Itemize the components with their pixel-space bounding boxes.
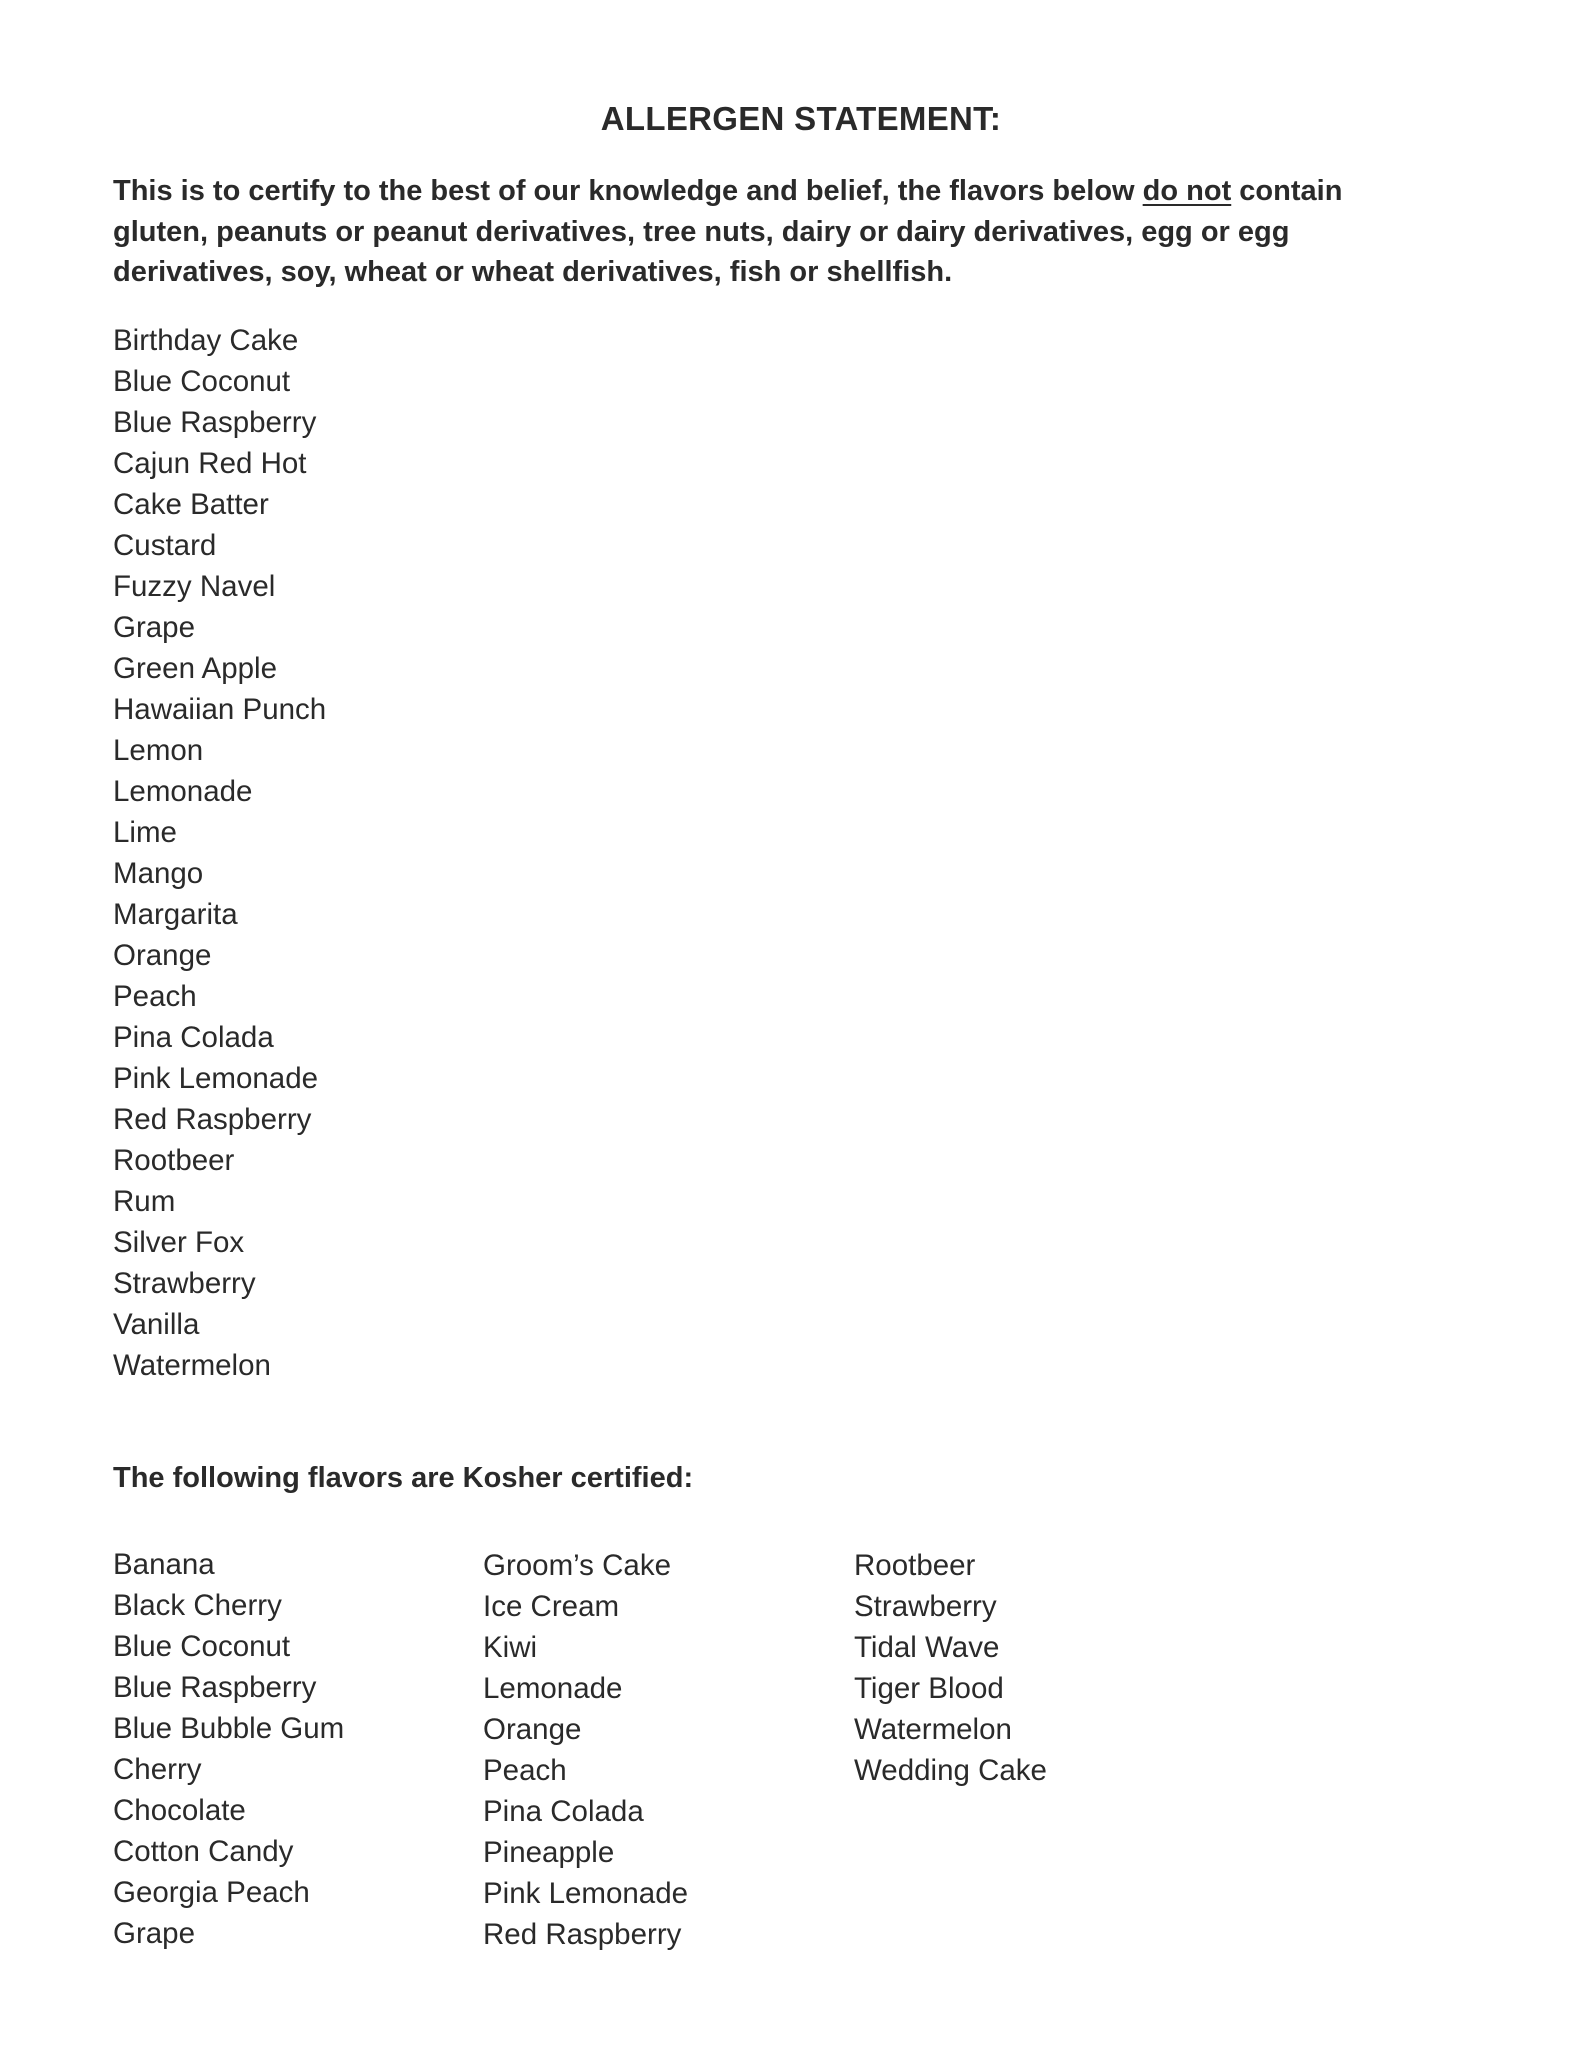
- kosher-flavor-item: Cotton Candy: [113, 1835, 294, 1868]
- kosher-flavor-item: Blue Raspberry: [113, 1671, 317, 1704]
- page-title: ALLERGEN STATEMENT:: [600, 100, 1002, 137]
- kosher-flavor-item: Pina Colada: [483, 1795, 644, 1828]
- allergen-free-flavor-item: Orange: [113, 939, 212, 972]
- allergen-free-flavor-item: Grape: [113, 611, 195, 644]
- kosher-flavor-item: Pineapple: [483, 1836, 615, 1869]
- kosher-flavor-item: Pink Lemonade: [483, 1877, 689, 1910]
- allergen-free-flavor-item: Rootbeer: [113, 1144, 235, 1177]
- statement-text-after: contain gluten, peanuts or peanut derivatives, tree nuts, dairy or dairy derivatives, egg or egg derivatives, soy, wheat or wheat derivatives, fish or shellfish.: [113, 175, 1343, 288]
- allergen-free-flavor-item: Lemon: [113, 734, 204, 767]
- allergen-free-flavor-item: Fuzzy Navel: [113, 570, 276, 603]
- kosher-flavor-item: Lemonade: [483, 1672, 623, 1705]
- allergen-free-flavor-list: [113, 320, 326, 1386]
- kosher-flavor-item: Watermelon: [854, 1713, 1012, 1746]
- kosher-flavor-item: Banana: [113, 1548, 215, 1581]
- kosher-flavor-item: Tiger Blood: [854, 1672, 1004, 1705]
- allergen-free-flavor-item: Pina Colada: [113, 1021, 274, 1054]
- allergen-free-flavor-item: Blue Coconut: [113, 365, 291, 398]
- kosher-flavor-item: Wedding Cake: [854, 1754, 1047, 1787]
- allergen-free-flavor-item: Pink Lemonade: [113, 1062, 319, 1095]
- allergen-free-flavor-item: Mango: [113, 857, 204, 890]
- kosher-flavor-item: Rootbeer: [854, 1549, 976, 1582]
- allergen-free-flavor-item: Lemonade: [113, 775, 253, 808]
- allergen-free-flavor-item: Vanilla: [113, 1308, 200, 1341]
- kosher-flavor-column-1: [113, 1544, 344, 1954]
- allergen-free-flavor-item: Birthday Cake: [113, 324, 299, 357]
- kosher-heading: The following flavors are Kosher certified:: [113, 1462, 694, 1494]
- allergen-free-flavor-item: Silver Fox: [113, 1226, 245, 1259]
- kosher-flavor-item: Black Cherry: [113, 1589, 282, 1622]
- kosher-flavor-item: Groom’s Cake: [483, 1549, 671, 1582]
- kosher-flavor-item: Strawberry: [854, 1590, 997, 1623]
- kosher-flavor-item: Chocolate: [113, 1794, 246, 1827]
- kosher-flavor-column-2: [483, 1545, 688, 1955]
- kosher-flavor-item: Georgia Peach: [113, 1876, 310, 1909]
- allergen-free-flavor-item: Hawaiian Punch: [113, 693, 327, 726]
- kosher-flavor-item: Tidal Wave: [854, 1631, 1000, 1664]
- kosher-flavor-column-3: [854, 1545, 1047, 1791]
- kosher-flavor-item: Grape: [113, 1917, 195, 1950]
- allergen-free-flavor-item: Lime: [113, 816, 177, 849]
- allergen-free-flavor-item: Watermelon: [113, 1349, 271, 1382]
- allergen-free-flavor-item: Blue Raspberry: [113, 406, 317, 439]
- kosher-flavor-item: Peach: [483, 1754, 567, 1787]
- kosher-flavor-item: Kiwi: [483, 1631, 538, 1664]
- allergen-free-flavor-item: Peach: [113, 980, 197, 1013]
- statement-text-before: This is to certify to the best of our knowledge and belief, the flavors below: [113, 175, 1143, 207]
- kosher-flavor-item: Cherry: [113, 1753, 202, 1786]
- allergen-free-flavor-item: Rum: [113, 1185, 176, 1218]
- allergen-free-flavor-item: Custard: [113, 529, 217, 562]
- allergen-free-flavor-item: Cake Batter: [113, 488, 269, 521]
- allergen-free-flavor-item: Strawberry: [113, 1267, 256, 1300]
- statement-emphasis: do not: [1142, 175, 1232, 207]
- allergen-free-flavor-item: Green Apple: [113, 652, 278, 685]
- kosher-flavor-item: Blue Bubble Gum: [113, 1712, 345, 1745]
- allergen-free-flavor-item: Red Raspberry: [113, 1103, 312, 1136]
- certification-statement: [113, 171, 1433, 293]
- allergen-free-flavor-item: Margarita: [113, 898, 238, 931]
- kosher-flavor-item: Orange: [483, 1713, 582, 1746]
- allergen-free-flavor-item: Cajun Red Hot: [113, 447, 307, 480]
- kosher-flavor-item: Red Raspberry: [483, 1918, 682, 1951]
- kosher-flavor-item: Blue Coconut: [113, 1630, 291, 1663]
- kosher-flavor-item: Ice Cream: [483, 1590, 620, 1623]
